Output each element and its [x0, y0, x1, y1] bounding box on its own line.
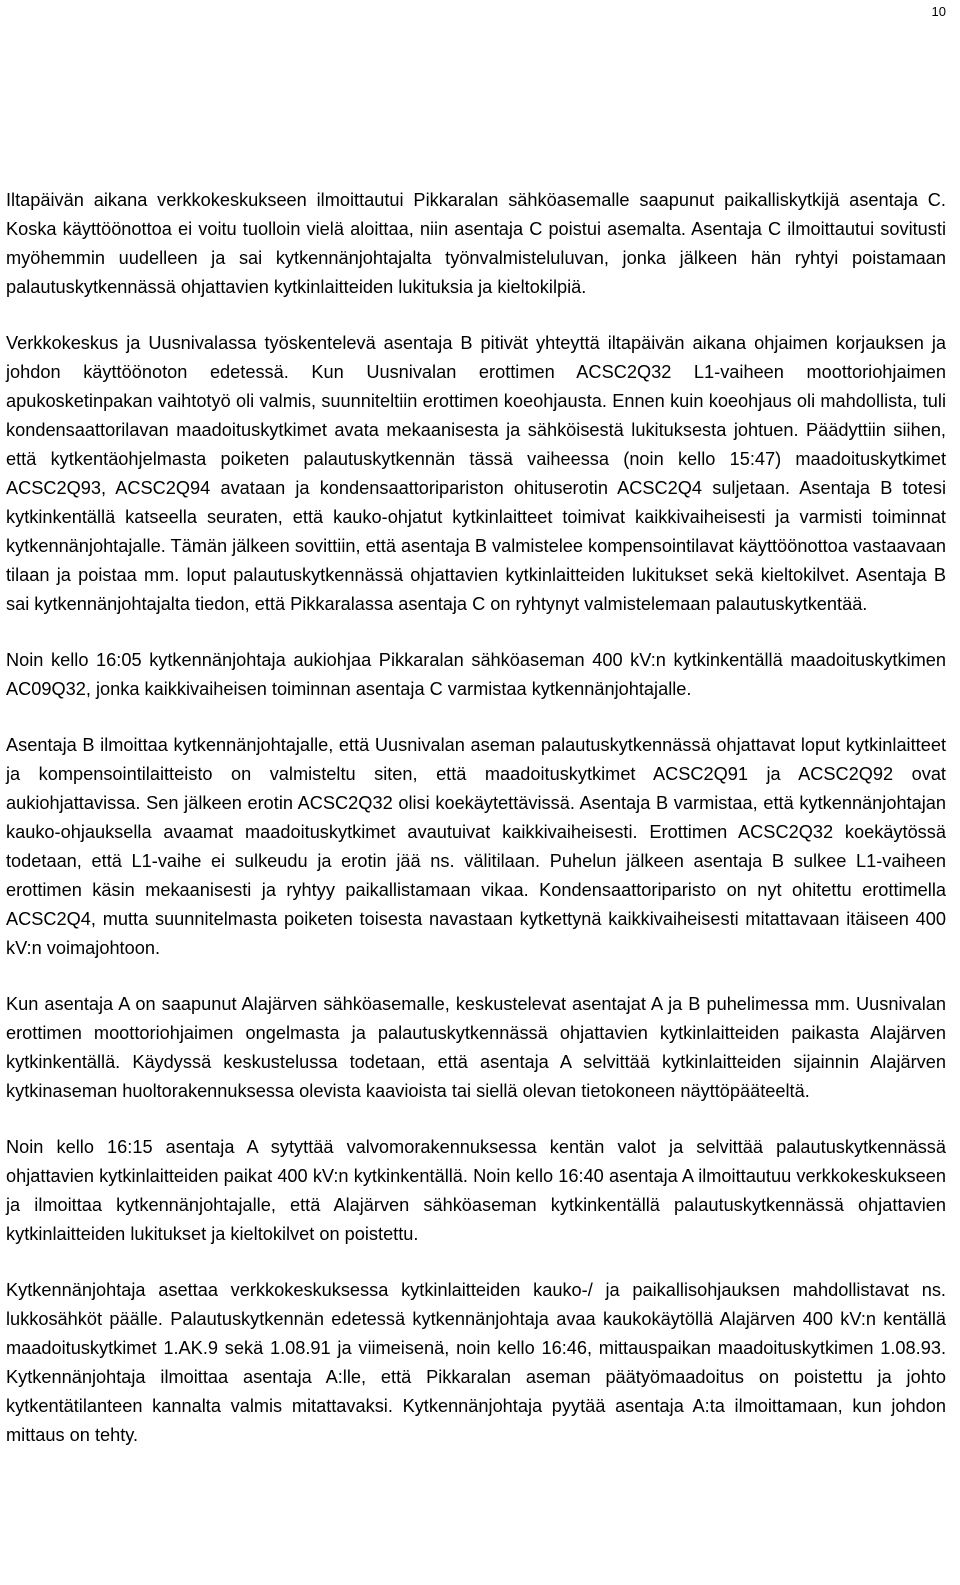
- paragraph-4: Asentaja B ilmoittaa kytkennänjohtajalle, että Uusnivalan aseman palautuskytkennässä ohjattavat loput kytkinlaitteet ja kompensointilaitteisto on valmisteltu siten, että maadoituskytkimet ACSC2Q91 ja ACSC2Q92 ovat aukiohjattavissa. Sen jälkeen erotin ACSC2Q32 olisi koekäytettävissä. Asentaja B varmistaa, että kytkennänjohtajan kauko-ohjauksella avaamat maadoituskytkimet avautuivat kaikkivaiheisesti. Erottimen ACSC2Q32 koekäytössä todetaan, että L1-vaihe ei sulkeudu ja erotin jää ns. välitilaan. Puhelun jälkeen asentaja B sulkee L1-vaiheen erottimen käsin mekaanisesti ja ryhtyy paikallistamaan vikaa. Kondensaattoriparisto on nyt ohitettu erottimella ACSC2Q4, mutta suunnitelmasta poiketen toisesta navastaan kytkettynä kaikkivaiheisesti mitattavaan itäiseen 400 kV:n voimajohtoon.: [6, 735, 946, 958]
- paragraph-2: Verkkokeskus ja Uusnivalassa työskentelevä asentaja B pitivät yhteyttä iltapäivän aikana ohjaimen korjauksen ja johdon käyttöönoton edetessä. Kun Uusnivalan erottimen ACSC2Q32 L1-vaiheen moottoriohjaimen apukosketinpakan vaihtotyö oli valmis, suunniteltiin erottimen koeohjausta. Ennen kuin koeohjaus oli mahdollista, tuli kondensaattorilavan maadoituskytkimet avata mekaanisesta ja sähköisestä lukituksesta johtuen. Päädyttiin siihen, että kytkentäohjelmasta poiketen palautuskytkennän tässä vaiheessa (noin kello 15:47) maadoituskytkimet ACSC2Q93, ACSC2Q94 avataan ja kondensaattoripariston ohituserotin ACSC2Q4 suljetaan. Asentaja B totesi kytkinkentällä katseella seuraten, että kauko-ohjatut kytkinlaitteet toimivat kaikkivaiheisesti ja varmisti toiminnat kytkennänjohtajalle. Tämän jälkeen sovittiin, että asentaja B valmistelee kompensointilavat käyttöönottoa vastaavaan tilaan ja poistaa mm. loput palautuskytkennässä ohjattavien kytkinlaitteiden lukitukset sekä kieltokilvet. Asentaja B sai kytkennänjohtajalta tiedon, että Pikkaralassa asentaja C on ryhtynyt valmistelemaan palautuskytkentää.: [6, 333, 946, 614]
- paragraph-6: Noin kello 16:15 asentaja A sytyttää valvomorakennuksessa kentän valot ja selvittää palautuskytkennässä ohjattavien kytkinlaitteiden paikat 400 kV:n kytkinkentällä. Noin kello 16:40 asentaja A ilmoittautuu verkkokeskukseen ja ilmoittaa kytkennänjohtajalle, että Alajärven sähköaseman kytkinkentällä palautuskytkennässä ohjattavien kytkinlaitteiden lukitukset ja kieltokilvet on poistettu.: [6, 1137, 946, 1244]
- paragraph-5: Kun asentaja A on saapunut Alajärven sähköasemalle, keskustelevat asentajat A ja B puhelimessa mm. Uusnivalan erottimen moottoriohjaimen ongelmasta ja palautuskytkennässä ohjattavien kytkinlaitteiden paikasta Alajärven kytkinkentällä. Käydyssä keskustelussa todetaan, että asentaja A selvittää kytkinlaitteiden sijainnin Alajärven kytkinaseman huoltorakennuksessa olevista kaavioista tai siellä olevan tietokoneen näyttöpääteeltä.: [6, 994, 946, 1101]
- document-body: [6, 186, 946, 1450]
- paragraph-7: Kytkennänjohtaja asettaa verkkokeskuksessa kytkinlaitteiden kauko-/ ja paikallisohjauksen mahdollistavat ns. lukkosähköt päälle. Palautuskytkennän edetessä kytkennänjohtaja avaa kaukokäytöllä Alajärven 400 kV:n kentällä maadoituskytkimet 1.AK.9 sekä 1.08.91 ja viimeisenä, noin kello 16:46, mittauspaikan maadoituskytkimen 1.08.93. Kytkennänjohtaja ilmoittaa asentaja A:lle, että Pikkaralan aseman päätyömaadoitus on poistettu ja johto kytkentätilanteen kannalta valmis mitattavaksi. Kytkennänjohtaja pyytää asentaja A:ta ilmoittamaan, kun johdon mittaus on tehty.: [6, 1280, 946, 1445]
- page-number: 10: [931, 4, 946, 19]
- paragraph-1: Iltapäivän aikana verkkokeskukseen ilmoittautui Pikkaralan sähköasemalle saapunut paikalliskytkijä asentaja C. Koska käyttöönottoa ei voitu tuolloin vielä aloittaa, niin asentaja C poistui asemalta. Asentaja C ilmoittautui sovitusti myöhemmin uudelleen ja sai kytkennänjohtajalta työnvalmisteluluvan, jonka jälkeen hän ryhtyi poistamaan palautuskytkennässä ohjattavien kytkinlaitteiden lukituksia ja kieltokilpiä.: [6, 190, 946, 297]
- paragraph-3: Noin kello 16:05 kytkennänjohtaja aukiohjaa Pikkaralan sähköaseman 400 kV:n kytkinkentällä maadoituskytkimen AC09Q32, jonka kaikkivaiheisen toiminnan asentaja C varmistaa kytkennänjohtajalle.: [6, 650, 946, 699]
